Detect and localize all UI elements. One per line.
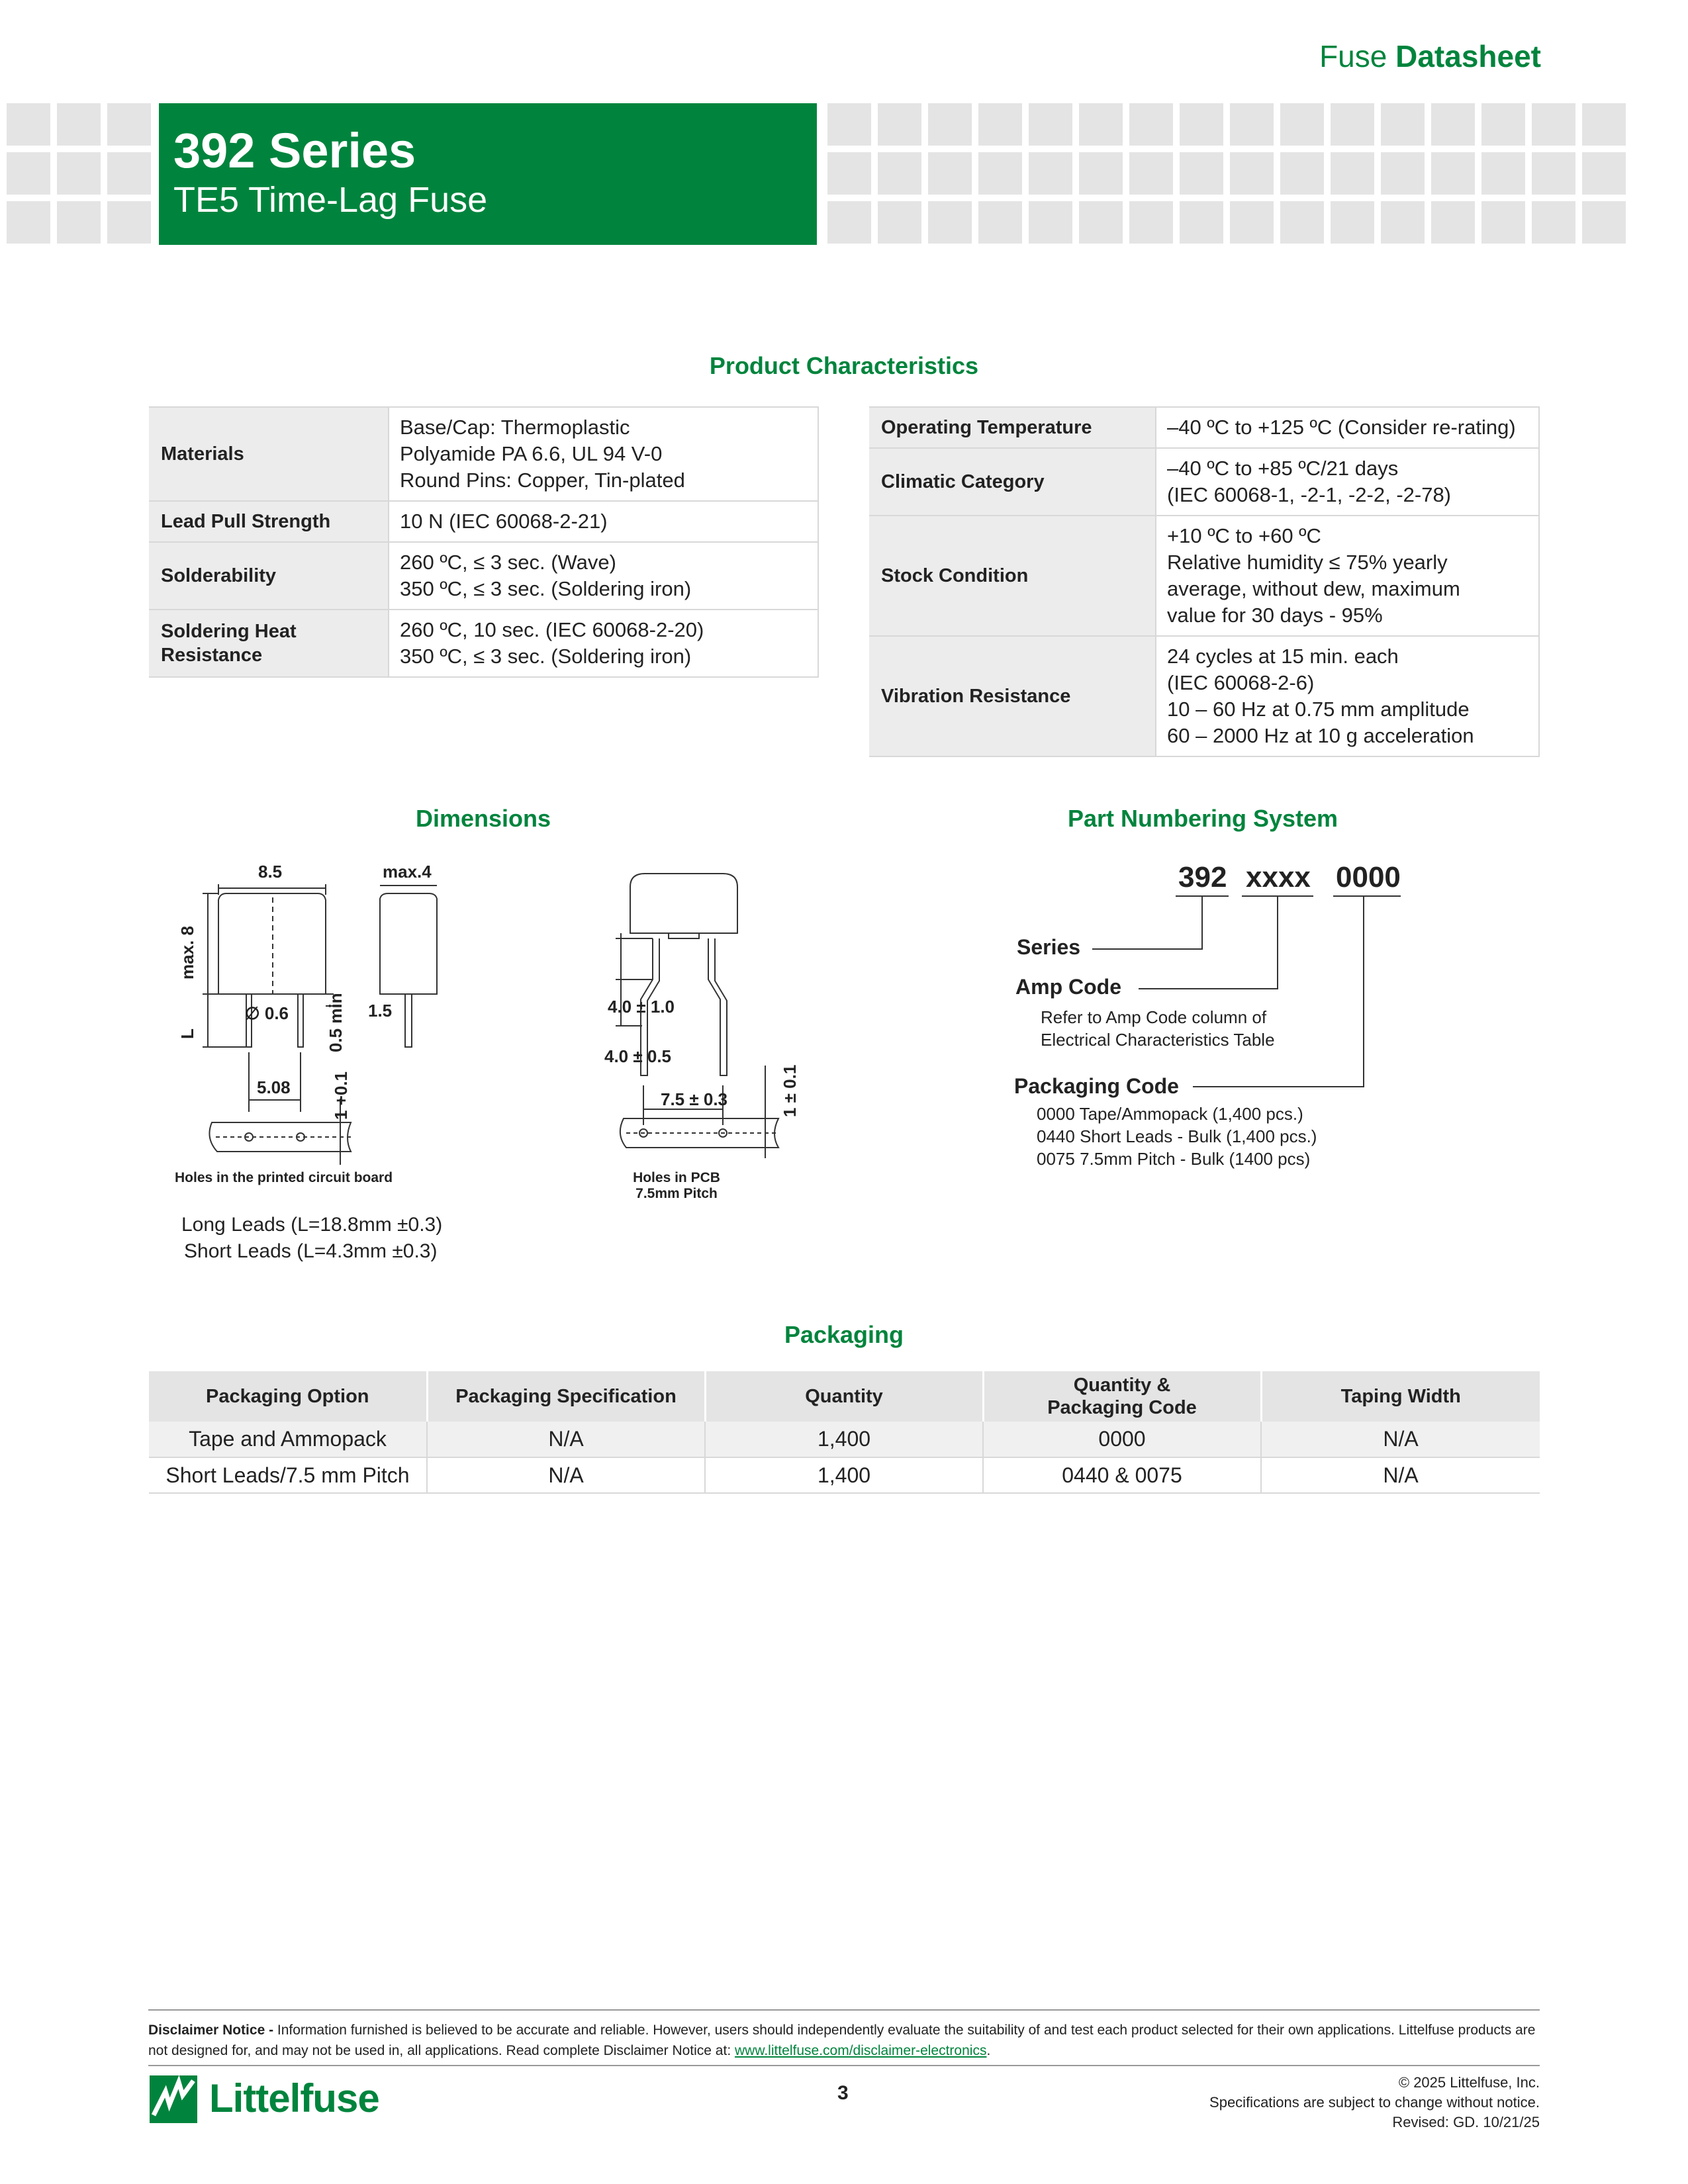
dimensions-drawing [152,847,800,1284]
copyright: © 2025 Littelfuse, Inc. [1398,2074,1540,2091]
revision: Revised: GD. 10/21/25 [1392,2114,1540,2130]
document-type-label [1319,38,1541,74]
packaging-table [149,1371,1540,1494]
pk-cell: N/A [1261,1422,1540,1457]
pack-desc-1: 0000 Tape/Ammopack (1,400 pcs.) [1037,1104,1303,1124]
product-characteristics-title: Product Characteristics [709,352,979,379]
pk-header-qty-code: Quantity & Packaging Code [983,1371,1261,1422]
short-leads-note: Short Leads (L=4.3mm ±0.3) [184,1240,438,1262]
char-value-materials: Base/Cap: Thermoplastic Polyamide PA 6.6, UL 94 V-0 Round Pins: Copper, Tin-plated [389,407,818,501]
char-value-operating-temp: –40 ºC to +125 ºC (Consider re-rating) [1156,407,1539,448]
amp-desc-2: Electrical Characteristics Table [1041,1030,1275,1050]
pcb75-caption-2: 7.5mm Pitch [635,1186,718,1201]
dim-hole-label: 1 +0.1 [331,1071,351,1120]
pk-cell: N/A [427,1422,705,1457]
amp-code-label: Amp Code [1015,975,1121,999]
dim-hole75-label: 1 ± 0.1 [780,1064,800,1117]
pk-cell: 0440 & 0075 [983,1457,1261,1493]
pk-header-quantity: Quantity [705,1371,983,1422]
dim-bend-label-1: 4.0 ± 1.0 [608,997,675,1017]
code-pack: 0000 [1336,861,1401,893]
char-label-climatic: Climatic Category [869,448,1156,516]
pcb75-caption-1: Holes in PCB [633,1170,720,1185]
footer-rule-bottom [148,2065,1540,2066]
char-value-vibration: 24 cycles at 15 min. each (IEC 60068-2-6) 10 – 60 Hz at 0.75 mm amplitude 60 – 2000 Hz at 10 g acceleration [1156,636,1539,756]
logo-wordmark: Littelfuse [209,2076,379,2120]
pk-header-taping: Taping Width [1261,1371,1540,1422]
fuse-side-body [380,893,437,994]
char-label-lead-pull: Lead Pull Strength [149,501,389,542]
disclaimer-link[interactable]: www.littelfuse.com/disclaimer-electronics [735,2043,987,2058]
pack-desc-3: 0075 7.5mm Pitch - Bulk (1400 pcs) [1037,1149,1311,1169]
table-row [149,1457,1540,1493]
pack-desc-2: 0440 Short Leads - Bulk (1,400 pcs.) [1037,1126,1317,1146]
char-label-stock: Stock Condition [869,516,1156,636]
code-amp: xxxx [1246,861,1311,893]
pk-cell: 0000 [983,1422,1261,1457]
pk-cell: N/A [1261,1457,1540,1493]
spec-notice: Specifications are subject to change without notice. [1209,2094,1540,2111]
doc-label-light: Fuse [1319,39,1387,73]
char-value-solderability: 260 ºC, ≤ 3 sec. (Wave) 350 ºC, ≤ 3 sec. (Soldering iron) [389,542,818,610]
dim-bend-label-2: 4.0 ± 0.5 [604,1046,672,1066]
pk-cell: 1,400 [705,1422,983,1457]
dim-depth-label: max.4 [383,862,432,882]
series-label: Series [1017,935,1081,959]
long-leads-note: Long Leads (L=18.8mm ±0.3) [181,1214,443,1236]
disclaimer-notice: Disclaimer Notice - Information furnished is believed to be accurate and reliable. However, users should independently evaluate the suitability of and test each product selected for their own applications. Littelfuse products are not designed for, and may not be used in, all applications. Read complete Disclaimer Notice at: www.littelfuse.com/disclaimer-electronics. [148,2023,1536,2058]
fuse-bent-body [630,874,737,933]
code-series: 392 [1178,861,1227,893]
dim-height-label: max. 8 [177,926,197,979]
char-value-stock: +10 ºC to +60 ºC Relative humidity ≤ 75% yearly average, without dew, maximum value for 30 days - 95% [1156,516,1539,636]
part-numbering-diagram [1006,847,1470,1191]
footer-right-info [1209,2073,1540,2132]
footer-rule-top [148,2009,1540,2011]
char-label-soldering-heat: Soldering Heat Resistance [149,610,389,677]
char-label-vibration: Vibration Resistance [869,636,1156,756]
table-row [149,1422,1540,1457]
packaging-code-label: Packaging Code [1014,1074,1179,1098]
char-value-lead-pull: 10 N (IEC 60068-2-21) [389,501,818,542]
dim-pitch-label: 5.08 [257,1077,291,1097]
dim-pin-dia-label: ∅ 0.6 [245,1003,289,1023]
page-number: 3 [837,2082,849,2104]
dim-width-label: 8.5 [258,862,283,882]
dim-side-label: 1.5 [368,1001,393,1021]
char-label-operating-temp: Operating Temperature [869,407,1156,448]
pk-header-spec: Packaging Specification [427,1371,705,1422]
series-title: 392 Series [173,123,416,178]
pcb-caption: Holes in the printed circuit board [175,1170,393,1185]
dim-pitch75-label: 7.5 ± 0.3 [661,1089,728,1109]
pk-cell: Tape and Ammopack [149,1422,427,1457]
char-label-solderability: Solderability [149,542,389,610]
dim-min-label: 0.5 min [326,993,346,1052]
pk-cell: Short Leads/7.5 mm Pitch [149,1457,427,1493]
header-tiles-left [7,103,151,244]
doc-label-bold: Datasheet [1395,39,1541,73]
packaging-title: Packaging [784,1321,904,1348]
series-subtitle: TE5 Time-Lag Fuse [173,180,488,220]
pk-header-option: Packaging Option [149,1371,427,1422]
littelfuse-logo-icon [150,2075,197,2123]
characteristics-table-right [869,406,1540,757]
pk-cell: 1,400 [705,1457,983,1493]
char-value-soldering-heat: 260 ºC, 10 sec. (IEC 60068-2-20) 350 ºC, ≤ 3 sec. (Soldering iron) [389,610,818,677]
pk-cell: N/A [427,1457,705,1493]
header-tiles-right [827,103,1626,244]
part-numbering-title: Part Numbering System [1067,805,1338,832]
dim-lead-label: L [177,1028,197,1039]
char-value-climatic: –40 ºC to +85 ºC/21 days (IEC 60068-1, -2-1, -2-2, -2-78) [1156,448,1539,516]
amp-desc-1: Refer to Amp Code column of [1041,1007,1267,1027]
series-title-box [159,103,817,245]
dimensions-title: Dimensions [415,805,551,832]
char-label-materials: Materials [149,407,389,501]
characteristics-table-left [149,406,819,678]
littelfuse-logo [150,2073,379,2126]
